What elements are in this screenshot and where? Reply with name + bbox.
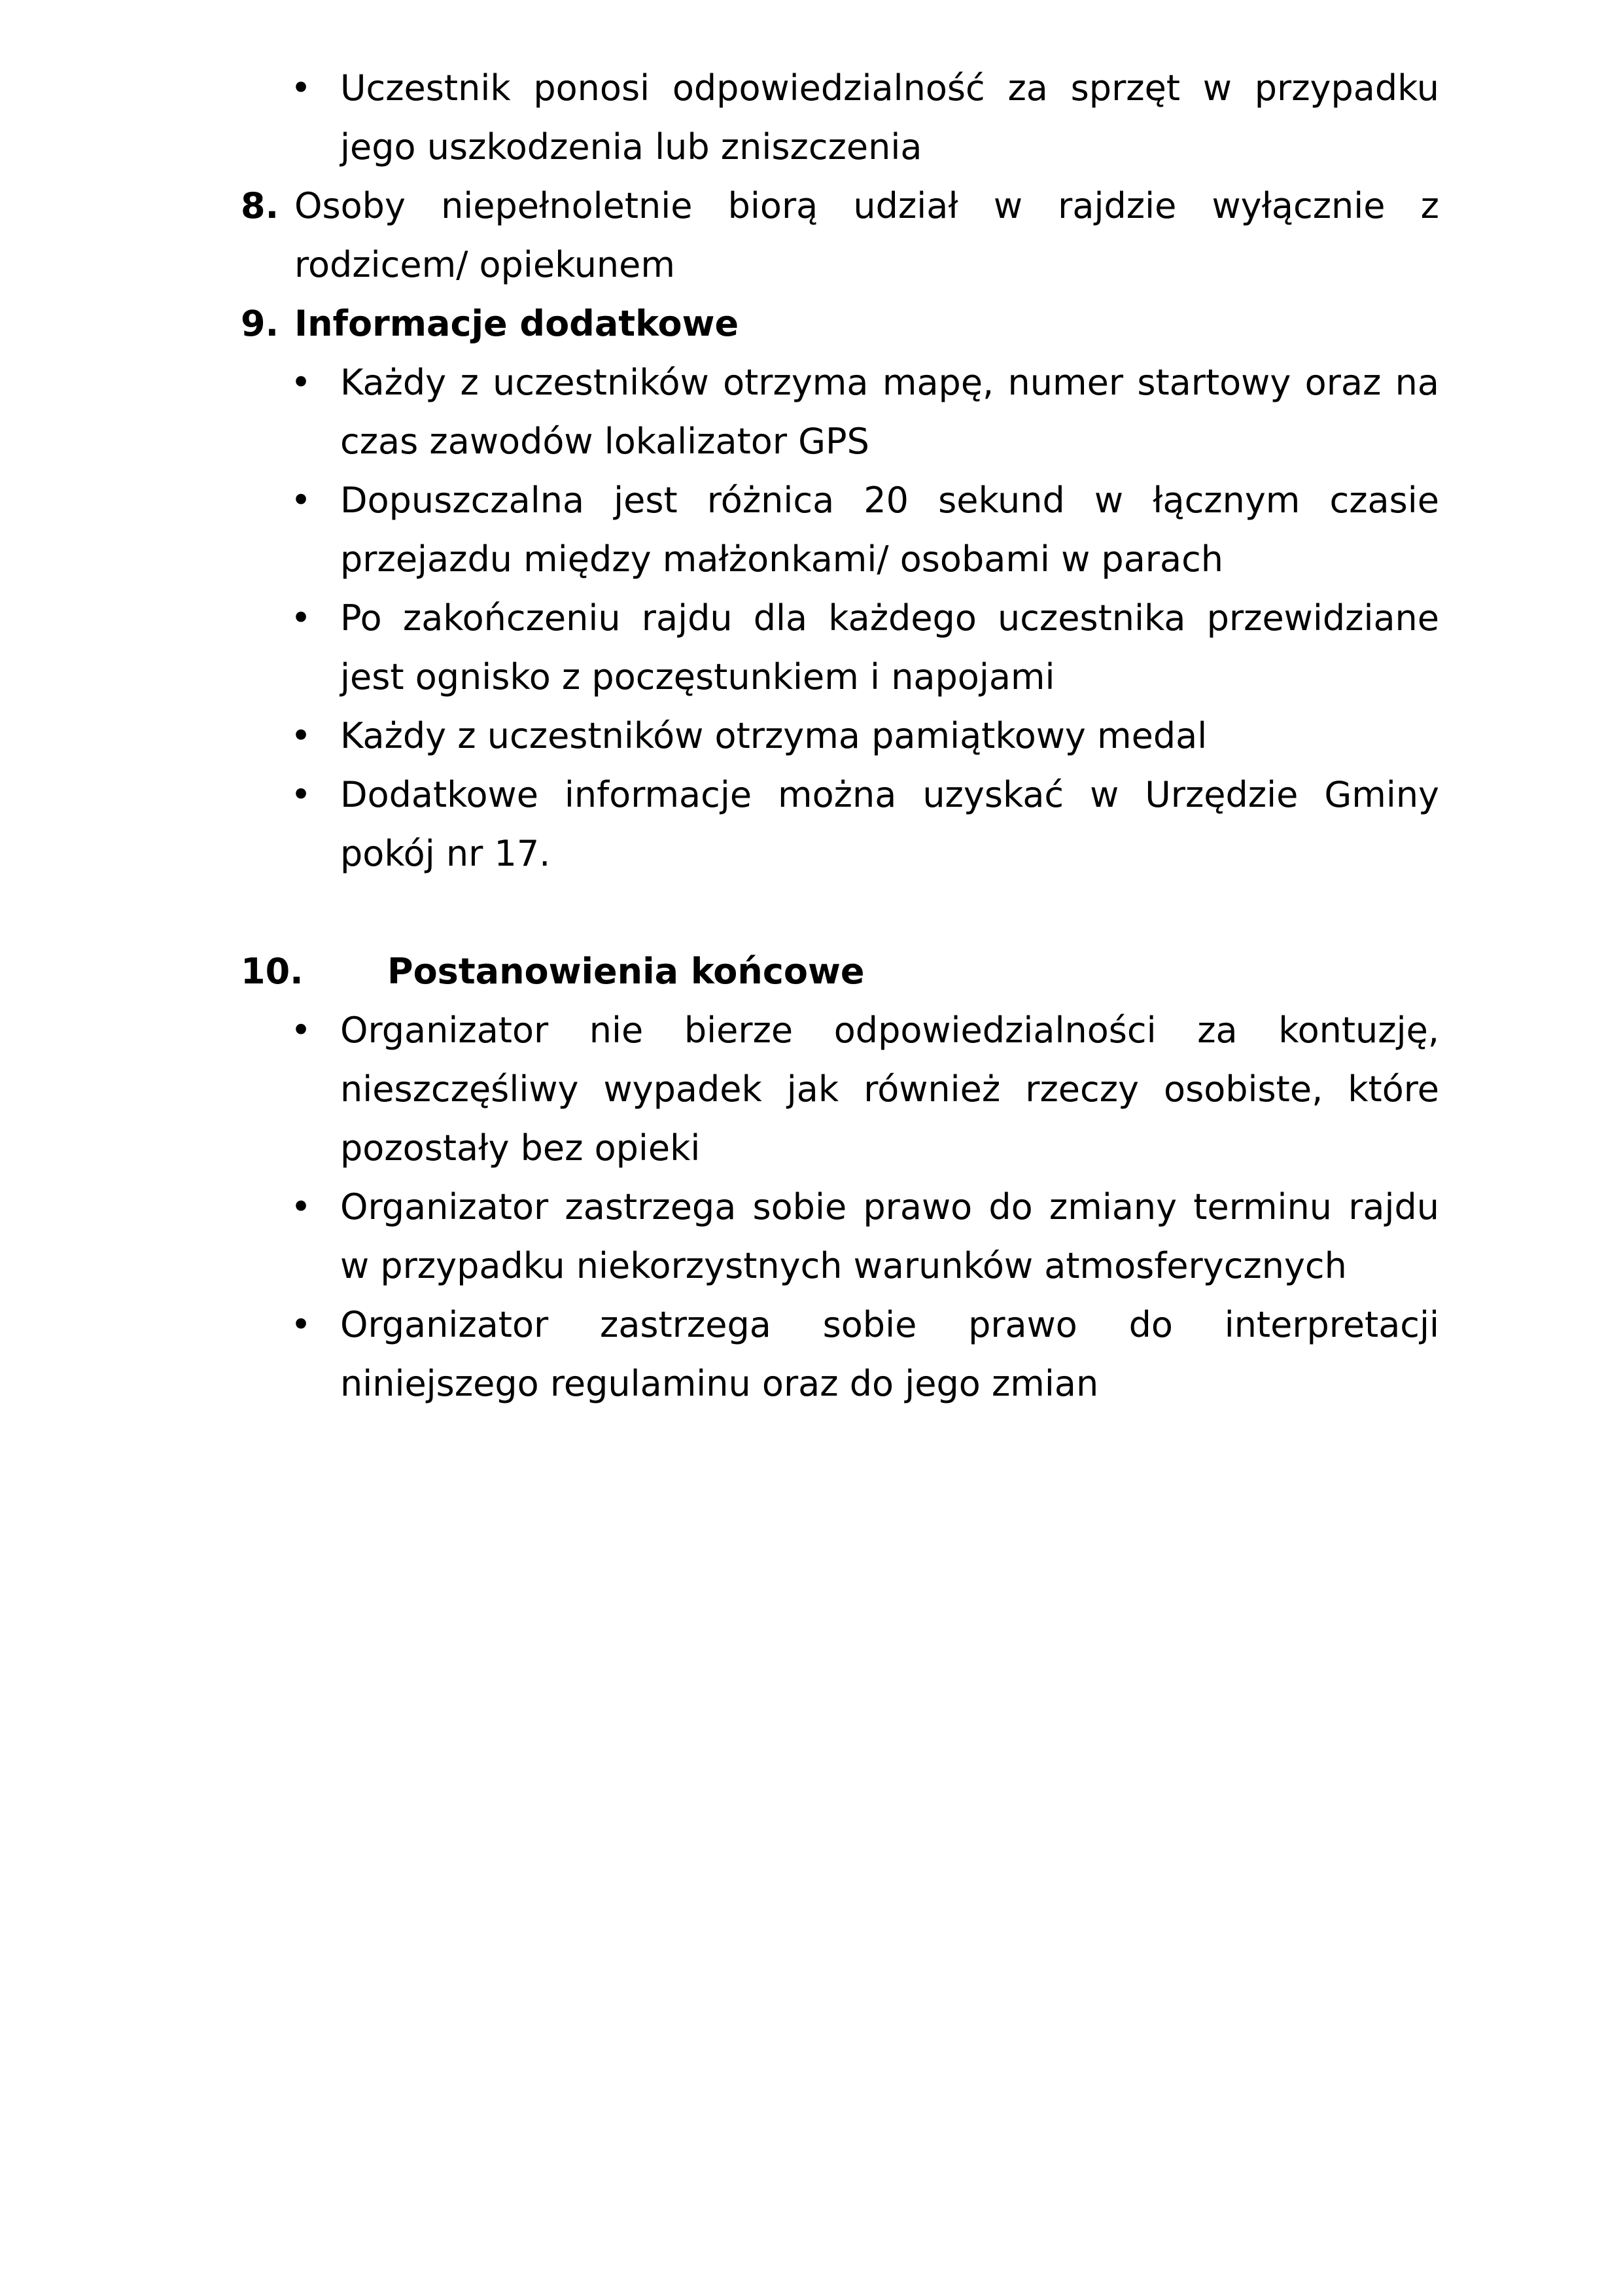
bullet-text: Organizator nie bierze odpowiedzialności za kontuzję, nieszczęśliwy wypadek jak również rzeczy osobiste, które pozostały bez opieki xyxy=(340,1010,1439,1169)
list-item xyxy=(288,1001,1439,1178)
list-item xyxy=(288,471,1439,589)
bullet-icon: • xyxy=(290,67,311,109)
bullet-icon: • xyxy=(290,362,311,403)
list-item xyxy=(288,707,1439,766)
bullet-text: Każdy z uczestników otrzyma mapę, numer startowy oraz na czas zawodów lokalizator GPS xyxy=(340,362,1439,462)
list-item xyxy=(288,1296,1439,1413)
section-number: 8. xyxy=(241,185,279,226)
bullet-text: Organizator zastrzega sobie prawo do zmiany terminu rajdu w przypadku niekorzystnych warunków atmosferycznych xyxy=(340,1186,1439,1286)
section-8 xyxy=(241,177,1439,294)
list-item xyxy=(288,59,1439,177)
list-item xyxy=(288,1178,1439,1296)
bullet-icon: • xyxy=(290,715,311,756)
bullet-text: Uczestnik ponosi odpowiedzialność za sprzęt w przypadku jego uszkodzenia lub zniszczenia xyxy=(340,67,1439,168)
bullet-icon: • xyxy=(290,774,311,815)
bullet-icon: • xyxy=(290,1010,311,1051)
section-title: Postanowienia końcowe xyxy=(387,951,865,992)
list-item xyxy=(288,589,1439,707)
bullet-text: Każdy z uczestników otrzyma pamiątkowy medal xyxy=(340,715,1208,756)
bullet-icon: • xyxy=(290,1186,311,1227)
bullet-icon: • xyxy=(290,1304,311,1345)
list-item xyxy=(288,766,1439,883)
bullet-text: Dodatkowe informacje można uzyskać w Urzędzie Gminy pokój nr 17. xyxy=(340,774,1439,874)
section-text: Osoby niepełnoletnie biorą udział w rajdzie wyłącznie z rodzicem/ opiekunem xyxy=(294,185,1439,285)
bullet-text: Dopuszczalna jest różnica 20 sekund w łącznym czasie przejazdu między małżonkami/ osobami w parach xyxy=(340,480,1439,580)
list-item xyxy=(288,353,1439,471)
bullet-text: Po zakończeniu rajdu dla każdego uczestnika przewidziane jest ognisko z poczęstunkiem i napojami xyxy=(340,597,1439,698)
bullet-text: Organizator zastrzega sobie prawo do interpretacji niniejszego regulaminu oraz do jego zmian xyxy=(340,1304,1439,1404)
section-number: 9. xyxy=(241,303,279,344)
bullet-icon: • xyxy=(290,480,311,521)
bullet-icon: • xyxy=(290,597,311,639)
section-9-heading xyxy=(241,294,1439,353)
section-number: 10. xyxy=(241,951,304,992)
section-title: Informacje dodatkowe xyxy=(294,303,739,344)
